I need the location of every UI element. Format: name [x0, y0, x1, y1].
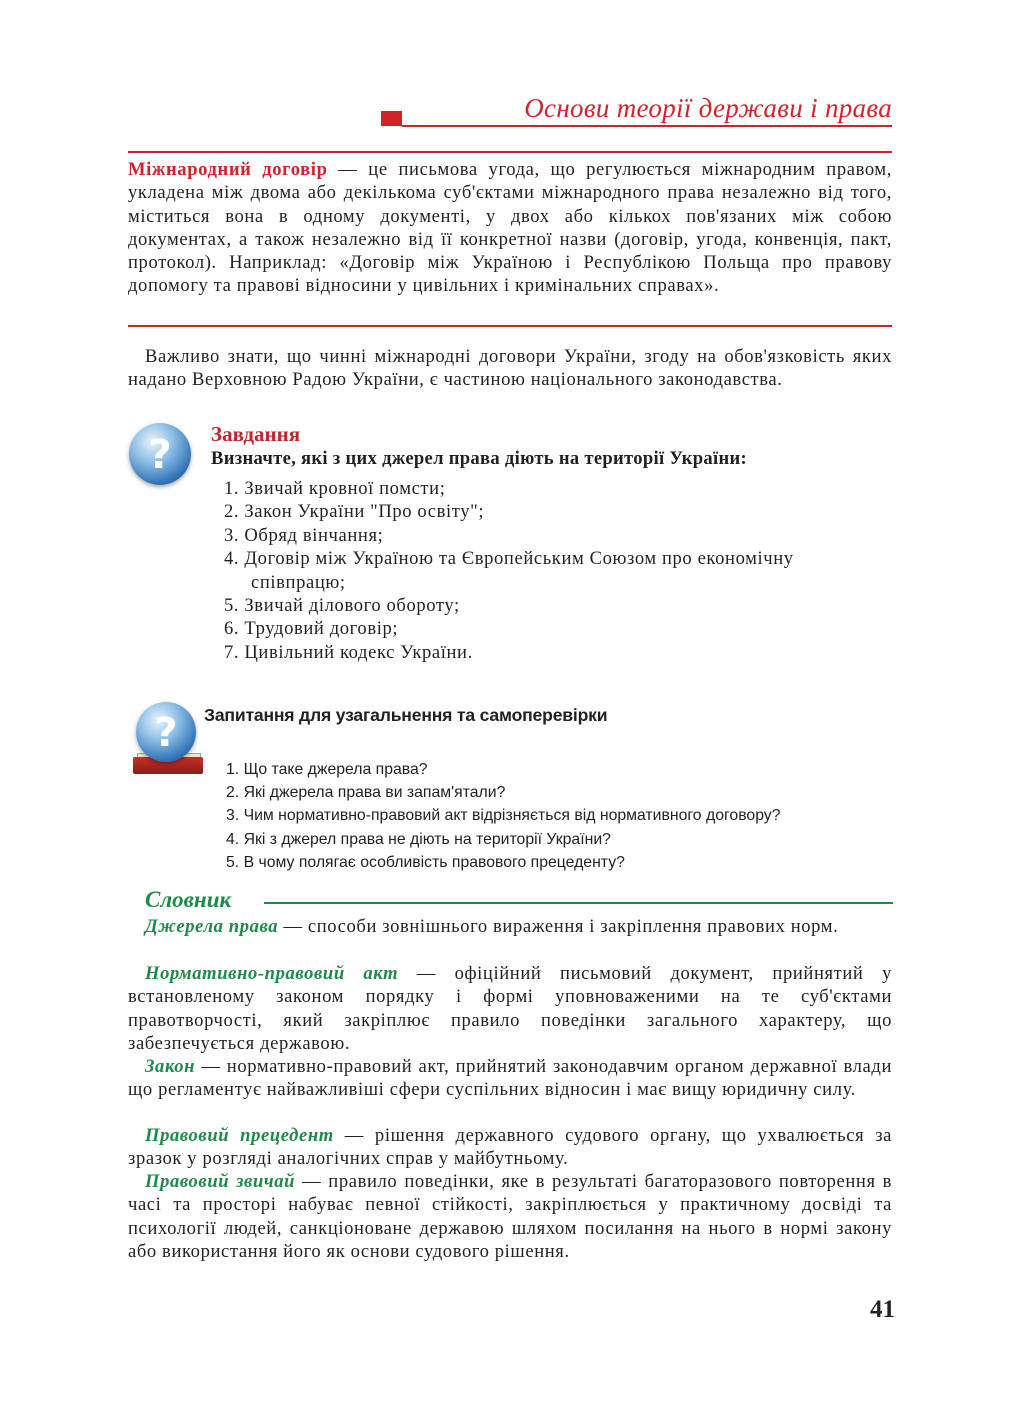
glossary-entry — [128, 1124, 892, 1171]
glossary-term: Джерела права — [145, 916, 279, 937]
header-rule — [402, 125, 892, 127]
list-item: 5. В чому полягає особливість правового прецеденту? — [226, 853, 625, 871]
glossary-text: — офіційний письмовий документ, прийнятий у встановленому законом порядку і формі уповноваженими на те суб'єктами правотворчості, який закріплює правило поведінки загального характеру, що забезпечується державою. — [128, 963, 892, 1054]
page-number: 41 — [870, 1296, 895, 1323]
definition-top-rule — [128, 151, 892, 153]
glossary-entry — [128, 962, 892, 1055]
glossary-entry — [128, 1170, 892, 1263]
task-prompt: Визначте, які з цих джерел права діють на території України: — [211, 448, 748, 469]
page-header-title: Основи теорії держави і права — [524, 93, 892, 123]
task-list — [224, 477, 894, 664]
glossary-entry — [128, 1055, 892, 1102]
list-item: 6. Трудовий договір; — [224, 618, 399, 640]
list-item: 3. Обряд вінчання; — [224, 524, 384, 546]
list-item: 5. Звичай ділового обороту; — [224, 595, 460, 617]
list-item: 1. Що таке джерела права? — [226, 761, 428, 778]
list-item: 2. Які джерела права ви запам'ятали? — [226, 784, 506, 802]
glossary-text: — правило поведінки, яке в результаті багаторазового повторення в часі та просторі набуває певної стійкості, закріплюється у практичному досвіді та психології людей, санкціоноване державою шляхом посилання на нього в нормі закону або використання його як основи судового рішення. — [128, 1171, 892, 1262]
glossary-term: Закон — [145, 1056, 196, 1077]
header-marker — [381, 111, 402, 126]
glossary-entry — [128, 915, 892, 938]
note-paragraph — [128, 345, 892, 392]
list-item: 4. Які з джерел права не діють на території України? — [226, 830, 611, 848]
definition-term: Міжнародний договір — [128, 159, 328, 180]
definition-paragraph — [128, 158, 892, 298]
glossary-text: — рішення державного судового органу, що ухвалюється за зразок у розгляді аналогічних справ у майбутньому. — [128, 1125, 892, 1170]
list-item: 3. Чим нормативно-правовий акт відрізняється від нормативного договору? — [226, 807, 781, 825]
review-heading: Запитання для узагальнення та самоперевірки — [204, 705, 608, 725]
list-item: 2. Закон України "Про освіту"; — [224, 501, 485, 523]
glossary-term: Правовий прецедент — [145, 1125, 334, 1146]
question-book-icon: ? — [136, 702, 196, 762]
list-item: співпрацю; — [251, 571, 346, 593]
glossary-text: — способи зовнішнього вираження і закріплення правових норм. — [278, 916, 839, 937]
glossary-rule — [264, 902, 893, 904]
list-item: 4. Договір між Україною та Європейським Союзом про економічну — [224, 548, 794, 570]
list-item: 7. Цивільний кодекс України. — [224, 641, 473, 663]
glossary-term: Правовий звичай — [145, 1171, 296, 1192]
definition-bottom-rule — [128, 325, 892, 327]
glossary-term: Нормативно-правовий акт — [145, 963, 399, 984]
note-text: Важливо знати, що чинні міжнародні договори України, згоду на обов'язковість яких надано Верховною Радою України, є частиною національного законодавства. — [128, 346, 892, 391]
task-heading: Завдання — [211, 422, 301, 446]
glossary-heading: Словник — [145, 887, 232, 912]
glossary-text: — нормативно-правовий акт, прийнятий законодавчим органом державної влади що регламентує найважливіші сфери суспільних відносин і має вищу юридичну силу. — [128, 1056, 892, 1101]
definition-text: — це письмова угода, що регулюється міжнародним правом, укладена між двома або декількома суб'єктами міжнародного права незалежно від того, міститься вона в одному документі, у двох або кількох пов'язаних між собою документах, а також незалежно від її конкретної назви (договір, угода, конвенція, пакт, протокол). Наприклад: «Договір між Україною і Республікою Польща про правову допомогу та правові відносини у цивільних і кримінальних справах». — [128, 159, 892, 297]
list-item: 1. Звичай кровної помсти; — [224, 478, 446, 499]
review-list — [226, 758, 780, 874]
question-mark-icon: ? — [129, 423, 191, 485]
